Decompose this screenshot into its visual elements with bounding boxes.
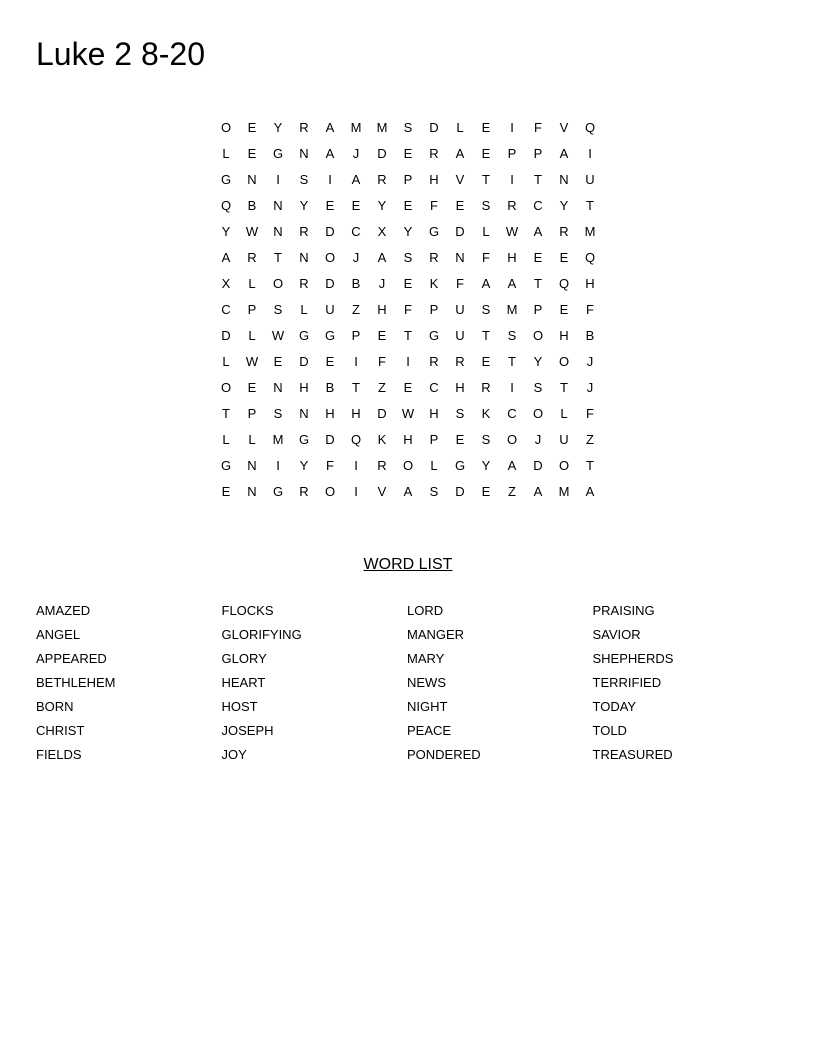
grid-letter: O: [220, 380, 232, 395]
grid-letter: L: [248, 276, 256, 291]
word-list-item: JOY: [221, 747, 247, 762]
grid-letter: S: [507, 328, 517, 343]
word-list-item: CHRIST: [36, 723, 85, 738]
grid-letter: U: [455, 302, 465, 317]
grid-letter: N: [247, 458, 257, 473]
grid-letter: Y: [559, 198, 569, 213]
word-list-item: PONDERED: [407, 747, 481, 762]
grid-letter: O: [558, 354, 570, 369]
grid-letter: C: [429, 380, 439, 395]
grid-letter: T: [222, 406, 230, 421]
grid-letter: E: [273, 354, 283, 369]
grid-letter: P: [247, 406, 257, 421]
grid-row: [213, 115, 603, 141]
grid-letter: N: [247, 172, 257, 187]
grid-letter: R: [247, 250, 257, 265]
grid-letter: W: [271, 328, 285, 343]
grid-letter: I: [276, 458, 280, 473]
grid-letter: C: [533, 198, 543, 213]
grid-letter: P: [507, 146, 517, 161]
grid-letter: P: [533, 146, 543, 161]
grid-letter: L: [482, 224, 490, 239]
grid-letter: V: [377, 484, 387, 499]
grid-letter: A: [221, 250, 231, 265]
grid-letter: X: [377, 224, 387, 239]
grid-letter: H: [429, 406, 439, 421]
word-list-item: FIELDS: [36, 747, 82, 762]
grid-letter: E: [481, 146, 491, 161]
grid-letter: S: [273, 406, 283, 421]
grid-letter: S: [299, 172, 309, 187]
grid-letter: J: [352, 146, 360, 161]
grid-letter: Z: [508, 484, 516, 499]
grid-letter: T: [534, 276, 542, 291]
grid-letter: O: [532, 328, 544, 343]
grid-letter: O: [506, 432, 518, 447]
grid-letter: E: [221, 484, 231, 499]
word-list-item: LORD: [407, 603, 444, 618]
grid-letter: A: [585, 484, 595, 499]
grid-letter: G: [324, 328, 336, 343]
grid-letter: H: [403, 432, 413, 447]
grid-letter: E: [455, 198, 465, 213]
grid-letter: N: [273, 380, 283, 395]
grid-letter: I: [354, 458, 358, 473]
grid-letter: B: [585, 328, 595, 343]
grid-letter: G: [298, 432, 310, 447]
grid-row: [213, 245, 603, 271]
grid-letter: R: [299, 276, 309, 291]
grid-letter: E: [559, 302, 569, 317]
grid-letter: G: [220, 172, 232, 187]
grid-letter: S: [481, 432, 491, 447]
word-list-item: TODAY: [592, 699, 637, 714]
word-list: [36, 599, 780, 767]
grid-letter: F: [482, 250, 490, 265]
grid-letter: N: [273, 224, 283, 239]
grid-letter: L: [430, 458, 438, 473]
word-list-item: HOST: [221, 699, 258, 714]
word-list-item: NIGHT: [407, 699, 448, 714]
grid-letter: T: [274, 250, 282, 265]
grid-letter: S: [481, 198, 491, 213]
grid-letter: M: [584, 224, 596, 239]
grid-letter: B: [325, 380, 335, 395]
word-list-item: SAVIOR: [592, 627, 641, 642]
grid-letter: R: [377, 172, 387, 187]
grid-letter: L: [300, 302, 308, 317]
word-list-item: BORN: [36, 699, 74, 714]
grid-letter: N: [299, 406, 309, 421]
grid-letter: N: [559, 172, 569, 187]
grid-letter: S: [403, 120, 413, 135]
grid-letter: O: [532, 406, 544, 421]
grid-letter: I: [276, 172, 280, 187]
grid-row: [213, 141, 603, 167]
grid-letter: R: [299, 120, 309, 135]
grid-letter: K: [429, 276, 439, 291]
grid-row: [213, 297, 603, 323]
grid-letter: I: [588, 146, 592, 161]
word-list-row: [36, 695, 780, 719]
grid-letter: V: [455, 172, 465, 187]
grid-letter: P: [351, 328, 361, 343]
grid-letter: R: [429, 250, 439, 265]
grid-letter: Y: [221, 224, 231, 239]
grid-letter: Y: [299, 198, 309, 213]
grid-letter: H: [455, 380, 465, 395]
grid-letter: L: [560, 406, 568, 421]
grid-row: [213, 479, 603, 505]
grid-letter: O: [324, 484, 336, 499]
grid-letter: P: [533, 302, 543, 317]
grid-letter: I: [354, 354, 358, 369]
grid-letter: F: [326, 458, 334, 473]
grid-letter: C: [351, 224, 361, 239]
word-list-row: [36, 671, 780, 695]
grid-row: [213, 167, 603, 193]
grid-letter: T: [560, 380, 568, 395]
word-list-item: GLORY: [221, 651, 267, 666]
grid-letter: P: [429, 302, 439, 317]
grid-letter: F: [456, 276, 464, 291]
grid-letter: U: [455, 328, 465, 343]
grid-letter: H: [585, 276, 595, 291]
grid-letter: Q: [584, 250, 596, 265]
grid-letter: R: [299, 224, 309, 239]
grid-row: [213, 375, 603, 401]
grid-row: [213, 323, 603, 349]
grid-letter: G: [454, 458, 466, 473]
grid-letter: M: [506, 302, 518, 317]
grid-row: [213, 349, 603, 375]
word-list-item: APPEARED: [36, 651, 107, 666]
grid-letter: L: [222, 354, 230, 369]
grid-letter: L: [248, 328, 256, 343]
grid-letter: F: [586, 302, 594, 317]
grid-letter: D: [377, 146, 387, 161]
grid-letter: Y: [377, 198, 387, 213]
word-list-item: JOSEPH: [221, 723, 274, 738]
grid-letter: D: [325, 432, 335, 447]
grid-letter: G: [428, 328, 440, 343]
grid-letter: F: [404, 302, 412, 317]
grid-letter: T: [534, 172, 542, 187]
grid-letter: E: [481, 484, 491, 499]
grid-letter: Q: [350, 432, 362, 447]
grid-row: [213, 193, 603, 219]
grid-letter: A: [507, 276, 517, 291]
grid-letter: A: [403, 484, 413, 499]
grid-letter: E: [403, 146, 413, 161]
grid-letter: A: [377, 250, 387, 265]
grid-letter: R: [299, 484, 309, 499]
grid-letter: M: [376, 120, 388, 135]
grid-letter: J: [586, 380, 594, 395]
grid-row: [213, 453, 603, 479]
grid-letter: J: [534, 432, 542, 447]
grid-letter: A: [559, 146, 569, 161]
word-list-item: ANGEL: [36, 627, 81, 642]
grid-letter: E: [559, 250, 569, 265]
word-list-item: MARY: [407, 651, 445, 666]
grid-letter: I: [328, 172, 332, 187]
word-list-item: NEWS: [407, 675, 446, 690]
grid-letter: K: [377, 432, 387, 447]
grid-letter: Y: [403, 224, 413, 239]
grid-letter: Y: [273, 120, 283, 135]
grid-letter: R: [507, 198, 517, 213]
grid-letter: E: [325, 198, 335, 213]
word-list-row: [36, 719, 780, 743]
grid-letter: E: [455, 432, 465, 447]
grid-letter: W: [245, 224, 259, 239]
grid-letter: G: [272, 484, 284, 499]
grid-letter: Y: [299, 458, 309, 473]
grid-letter: E: [247, 380, 257, 395]
grid-letter: D: [325, 224, 335, 239]
grid-letter: G: [272, 146, 284, 161]
grid-letter: P: [403, 172, 413, 187]
grid-letter: I: [510, 172, 514, 187]
word-list-item: MANGER: [407, 627, 465, 642]
grid-letter: J: [586, 354, 594, 369]
grid-letter: U: [585, 172, 595, 187]
grid-letter: D: [455, 484, 465, 499]
grid-letter: H: [377, 302, 387, 317]
grid-letter: L: [248, 432, 256, 447]
grid-letter: H: [325, 406, 335, 421]
word-list-heading: WORD LIST: [363, 556, 453, 573]
grid-letter: T: [586, 458, 594, 473]
grid-letter: N: [299, 250, 309, 265]
grid-letter: T: [482, 172, 490, 187]
grid-letter: J: [378, 276, 386, 291]
word-list-item: TERRIFIED: [592, 675, 662, 690]
grid-letter: D: [429, 120, 439, 135]
grid-letter: U: [325, 302, 335, 317]
grid-letter: T: [352, 380, 360, 395]
grid-letter: S: [455, 406, 465, 421]
grid-letter: I: [406, 354, 410, 369]
grid-letter: E: [351, 198, 361, 213]
grid-letter: G: [298, 328, 310, 343]
grid-letter: P: [429, 432, 439, 447]
grid-letter: A: [351, 172, 361, 187]
word-list-item: TOLD: [592, 723, 627, 738]
grid-row: [213, 271, 603, 297]
word-list-item: TREASURED: [592, 747, 673, 762]
grid-letter: F: [378, 354, 386, 369]
grid-letter: G: [220, 458, 232, 473]
grid-letter: Q: [584, 120, 596, 135]
grid-letter: E: [403, 380, 413, 395]
grid-letter: R: [429, 146, 439, 161]
grid-letter: N: [299, 146, 309, 161]
grid-letter: F: [534, 120, 542, 135]
grid-letter: M: [558, 484, 570, 499]
word-list-item: FLOCKS: [221, 603, 274, 618]
grid-letter: T: [508, 354, 516, 369]
grid-letter: E: [533, 250, 543, 265]
grid-letter: A: [455, 146, 465, 161]
word-list-row: [36, 623, 780, 647]
grid-letter: H: [507, 250, 517, 265]
grid-letter: R: [429, 354, 439, 369]
grid-letter: T: [586, 198, 594, 213]
grid-letter: D: [299, 354, 309, 369]
grid-letter: O: [324, 250, 336, 265]
grid-letter: M: [272, 432, 284, 447]
grid-letter: D: [455, 224, 465, 239]
word-list-item: SHEPHERDS: [592, 651, 674, 666]
grid-letter: E: [247, 146, 257, 161]
grid-row: [213, 219, 603, 245]
word-list-item: HEART: [221, 675, 266, 690]
grid-letter: M: [350, 120, 362, 135]
grid-letter: S: [481, 302, 491, 317]
grid-letter: D: [221, 328, 231, 343]
grid-letter: I: [510, 120, 514, 135]
grid-letter: U: [559, 432, 569, 447]
grid-letter: E: [481, 354, 491, 369]
grid-letter: F: [430, 198, 438, 213]
grid-letter: P: [247, 302, 257, 317]
grid-letter: S: [403, 250, 413, 265]
grid-letter: O: [220, 120, 232, 135]
grid-letter: Z: [586, 432, 594, 447]
grid-letter: T: [482, 328, 490, 343]
grid-letter: A: [325, 120, 335, 135]
word-list-item: PEACE: [407, 723, 452, 738]
grid-letter: F: [586, 406, 594, 421]
grid-letter: E: [403, 276, 413, 291]
word-list-item: PRAISING: [592, 603, 655, 618]
word-list-item: AMAZED: [36, 603, 91, 618]
word-list-row: [36, 743, 780, 767]
grid-letter: Q: [558, 276, 570, 291]
grid-letter: A: [507, 458, 517, 473]
grid-letter: O: [402, 458, 414, 473]
grid-letter: S: [429, 484, 439, 499]
grid-letter: Z: [378, 380, 386, 395]
grid-letter: A: [533, 224, 543, 239]
grid-letter: E: [377, 328, 387, 343]
grid-letter: T: [404, 328, 412, 343]
grid-letter: R: [455, 354, 465, 369]
grid-letter: E: [481, 120, 491, 135]
grid-letter: R: [559, 224, 569, 239]
grid-letter: H: [429, 172, 439, 187]
grid-letter: G: [428, 224, 440, 239]
grid-letter: W: [245, 354, 259, 369]
grid-row: [213, 401, 603, 427]
word-list-item: GLORIFYING: [221, 627, 302, 642]
grid-letter: H: [351, 406, 361, 421]
grid-letter: E: [247, 120, 257, 135]
grid-letter: L: [222, 432, 230, 447]
grid-letter: O: [272, 276, 284, 291]
grid-letter: N: [247, 484, 257, 499]
grid-letter: W: [505, 224, 519, 239]
grid-letter: Q: [220, 198, 232, 213]
word-list-item: BETHLEHEM: [36, 675, 116, 690]
grid-letter: X: [221, 276, 231, 291]
grid-letter: I: [510, 380, 514, 395]
puzzle-grid: [213, 115, 603, 505]
grid-letter: W: [401, 406, 415, 421]
grid-letter: N: [455, 250, 465, 265]
grid-letter: H: [299, 380, 309, 395]
grid-letter: D: [325, 276, 335, 291]
grid-letter: Z: [352, 302, 360, 317]
grid-letter: C: [221, 302, 231, 317]
grid-letter: R: [481, 380, 491, 395]
grid-letter: S: [273, 302, 283, 317]
grid-letter: H: [559, 328, 569, 343]
word-list-row: [36, 599, 780, 623]
grid-letter: A: [325, 146, 335, 161]
grid-letter: D: [533, 458, 543, 473]
word-list-row: [36, 647, 780, 671]
grid-letter: Y: [533, 354, 543, 369]
grid-letter: L: [222, 146, 230, 161]
page-title: Luke 2 8-20: [36, 36, 206, 72]
grid-letter: D: [377, 406, 387, 421]
grid-letter: B: [351, 276, 361, 291]
grid-letter: R: [377, 458, 387, 473]
grid-letter: C: [507, 406, 517, 421]
grid-row: [213, 427, 603, 453]
grid-letter: V: [559, 120, 569, 135]
grid-letter: A: [533, 484, 543, 499]
grid-letter: O: [558, 458, 570, 473]
grid-letter: E: [325, 354, 335, 369]
grid-letter: K: [481, 406, 491, 421]
grid-letter: E: [403, 198, 413, 213]
grid-letter: S: [533, 380, 543, 395]
grid-letter: N: [273, 198, 283, 213]
grid-letter: J: [352, 250, 360, 265]
grid-letter: Y: [481, 458, 491, 473]
grid-letter: B: [247, 198, 257, 213]
grid-letter: L: [456, 120, 464, 135]
grid-letter: A: [481, 276, 491, 291]
grid-letter: I: [354, 484, 358, 499]
